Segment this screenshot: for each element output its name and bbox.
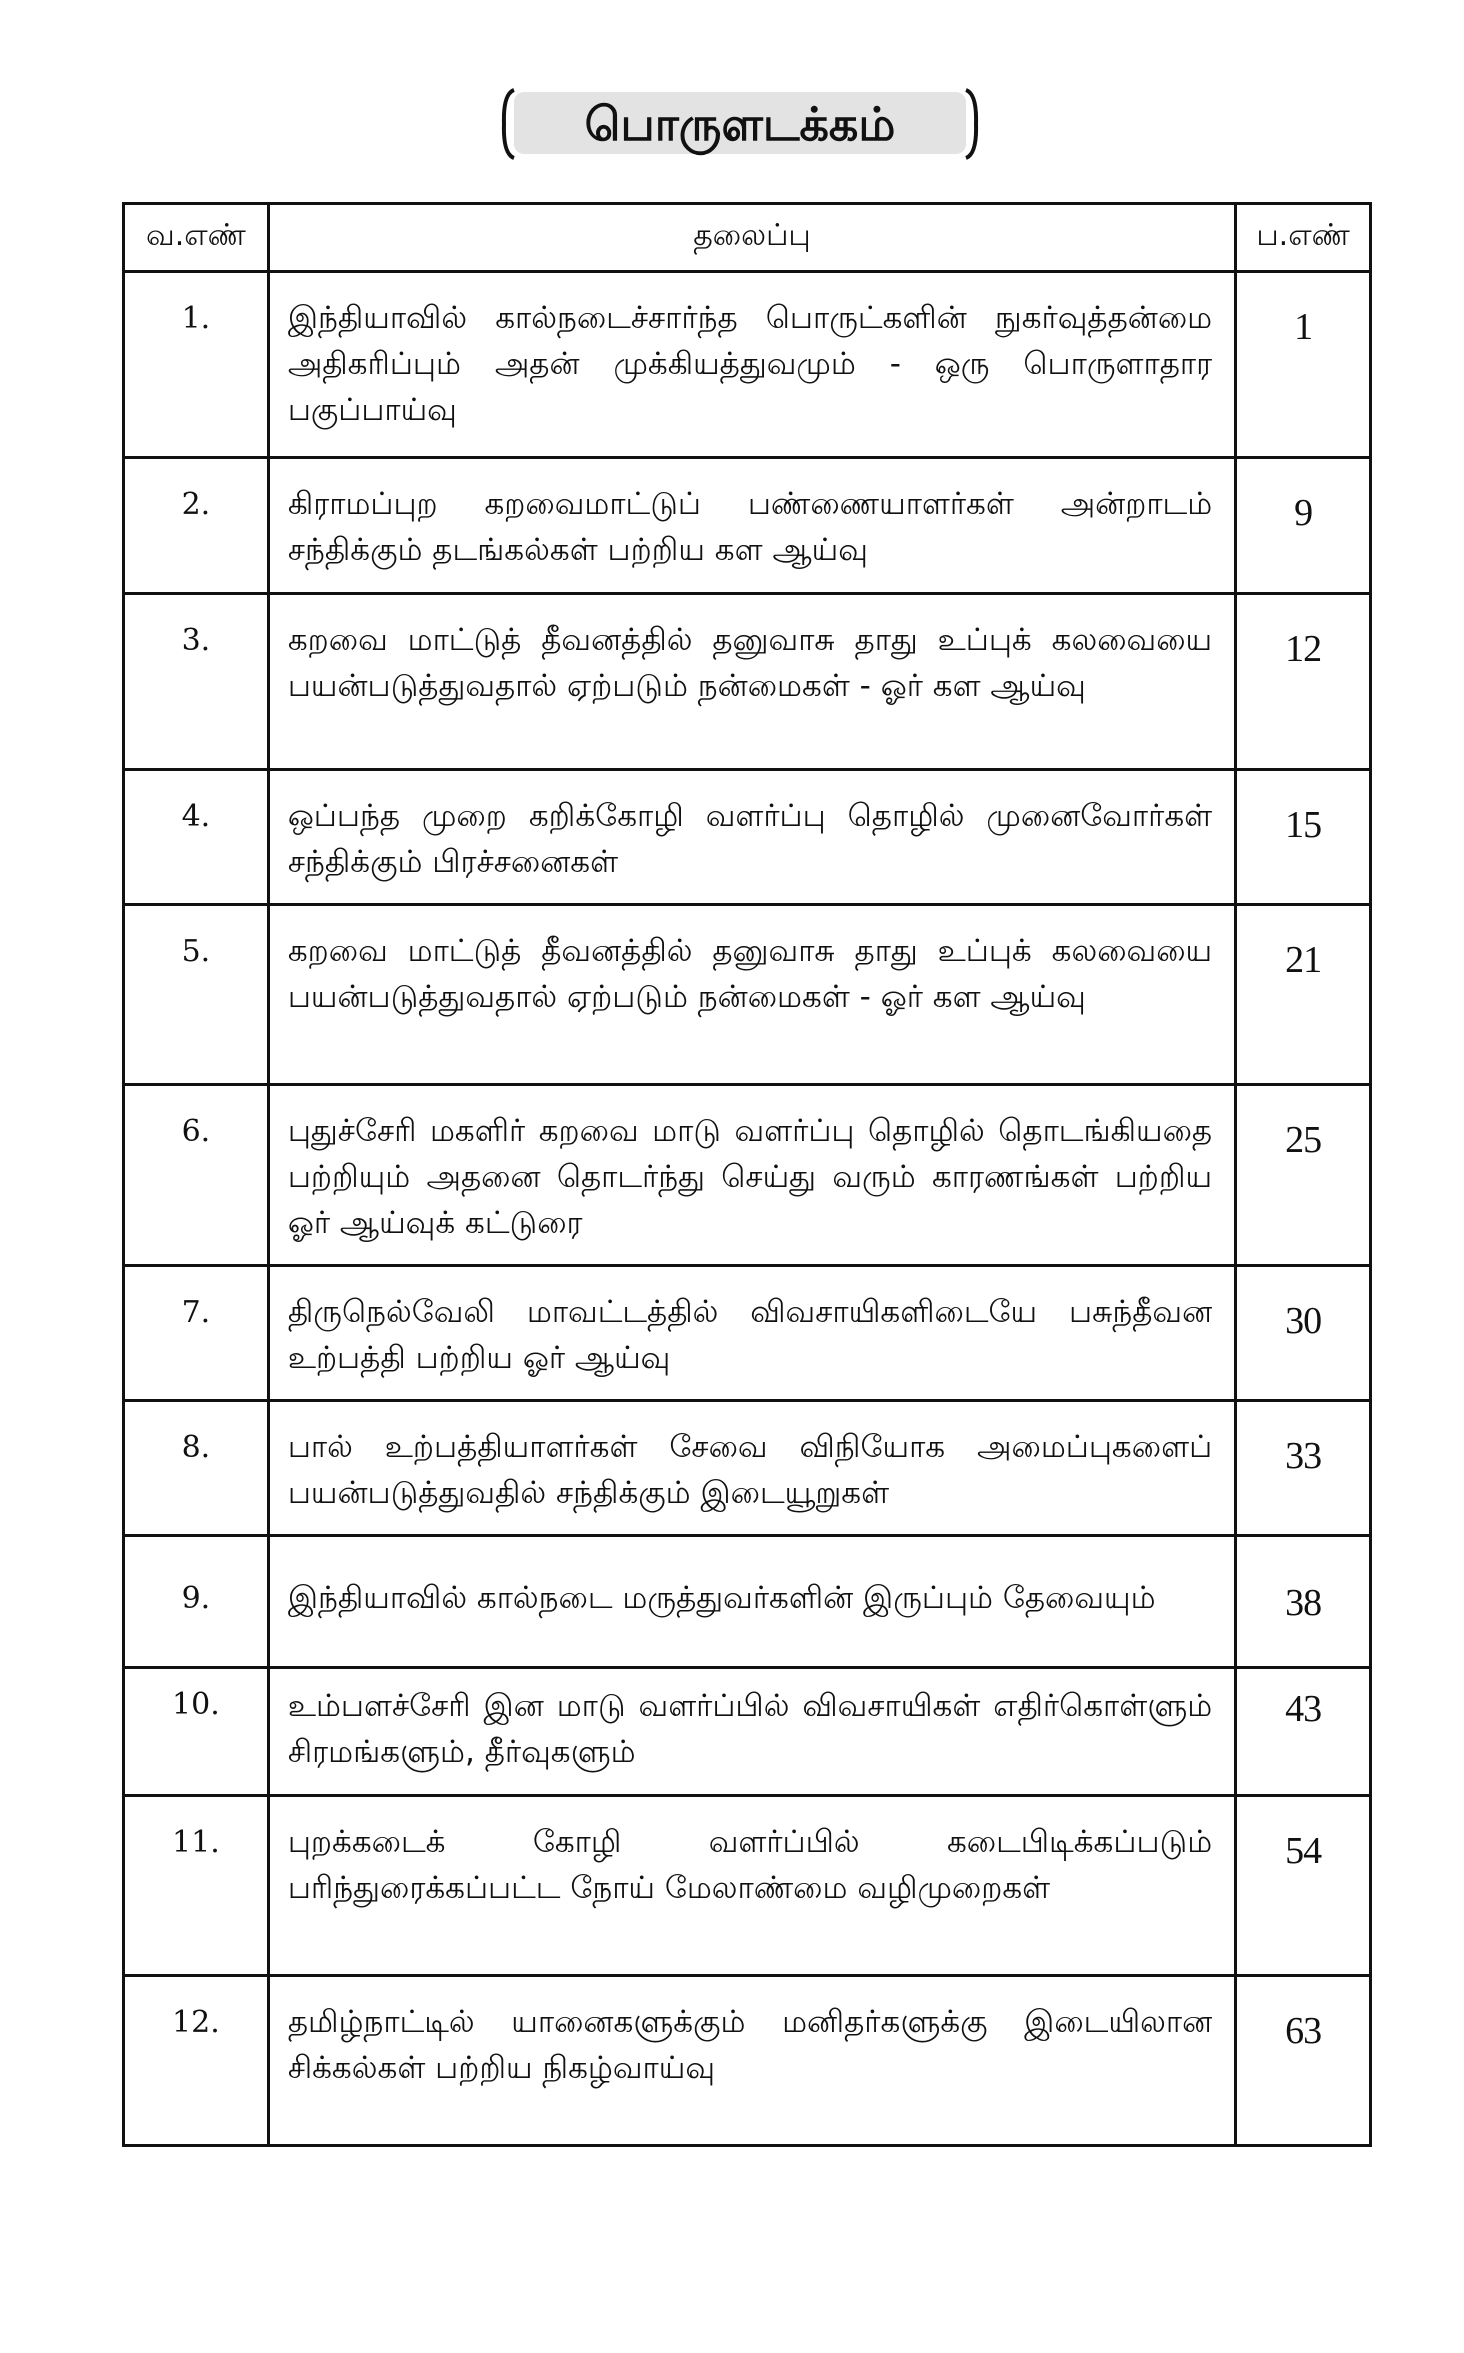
header-title: தலைப்பு (268, 204, 1235, 272)
row-title: இந்தியாவில் கால்நடை மருத்துவர்களின் இருப்பும் தேவையும் (268, 1536, 1235, 1668)
contents-table (122, 202, 1372, 2147)
row-title: தமிழ்நாட்டில் யானைகளுக்கும் மனிதர்களுக்கு இடையிலான சிக்கல்கள் பற்றிய நிகழ்வாய்வு (268, 1976, 1235, 2146)
table-row (124, 272, 1371, 458)
table-row (124, 1266, 1371, 1401)
row-title: புதுச்சேரி மகளிர் கறவை மாடு வளர்ப்பு தொழில் தொடங்கியதை பற்றியும் அதனை தொடர்ந்து செய்து வரும் காரணங்கள் பற்றிய ஓர் ஆய்வுக் கட்டுரை (268, 1085, 1235, 1266)
row-title: கறவை மாட்டுத் தீவனத்தில் தனுவாசு தாது உப்புக் கலவையை பயன்படுத்துவதால் ஏற்படும் நன்மைகள் - ஓர் கள ஆய்வு (268, 594, 1235, 770)
row-page-number: 1 (1236, 272, 1371, 458)
row-serial-number: 7. (124, 1266, 269, 1401)
table-row (124, 1085, 1371, 1266)
row-serial-number: 1. (124, 272, 269, 458)
row-page-number: 30 (1236, 1266, 1371, 1401)
table-row (124, 770, 1371, 905)
table-row (124, 1976, 1371, 2146)
table-row (124, 458, 1371, 594)
header-serial-number: வ.எண் (124, 204, 269, 272)
table-row (124, 1796, 1371, 1976)
table-row (124, 1668, 1371, 1796)
table-row (124, 594, 1371, 770)
row-page-number: 25 (1236, 1085, 1371, 1266)
row-page-number: 33 (1236, 1401, 1371, 1536)
header-page-number: ப.எண் (1236, 204, 1371, 272)
table-header-row (124, 204, 1371, 272)
row-title: ஒப்பந்த முறை கறிக்கோழி வளர்ப்பு தொழில் முனைவோர்கள் சந்திக்கும் பிரச்சனைகள் (268, 770, 1235, 905)
row-serial-number: 12. (124, 1976, 269, 2146)
row-page-number: 9 (1236, 458, 1371, 594)
row-title: கிராமப்புற கறவைமாட்டுப் பண்ணையாளர்கள் அன்றாடம் சந்திக்கும் தடங்கல்கள் பற்றிய கள ஆய்வு (268, 458, 1235, 594)
page-title: பொருளடக்கம் (584, 97, 896, 151)
row-title: கறவை மாட்டுத் தீவனத்தில் தனுவாசு தாது உப்புக் கலவையை பயன்படுத்துவதால் ஏற்படும் நன்மைகள் - ஓர் கள ஆய்வு (268, 905, 1235, 1085)
row-title: பால் உற்பத்தியாளர்கள் சேவை விநியோக அமைப்புகளைப் பயன்படுத்துவதில் சந்திக்கும் இடையூறுகள் (268, 1401, 1235, 1536)
table-row (124, 905, 1371, 1085)
row-serial-number: 3. (124, 594, 269, 770)
row-serial-number: 2. (124, 458, 269, 594)
row-page-number: 12 (1236, 594, 1371, 770)
table-row (124, 1401, 1371, 1536)
row-serial-number: 11. (124, 1796, 269, 1976)
row-title: இந்தியாவில் கால்நடைச்சார்ந்த பொருட்களின் நுகர்வுத்தன்மை அதிகரிப்பும் அதன் முக்கியத்துவமும் - ஒரு பொருளாதார பகுப்பாய்வு (268, 272, 1235, 458)
row-serial-number: 5. (124, 905, 269, 1085)
row-page-number: 21 (1236, 905, 1371, 1085)
page-title-banner (500, 88, 980, 160)
row-serial-number: 9. (124, 1536, 269, 1668)
row-page-number: 63 (1236, 1976, 1371, 2146)
row-serial-number: 4. (124, 770, 269, 905)
row-title: உம்பளச்சேரி இன மாடு வளர்ப்பில் விவசாயிகள் எதிர்கொள்ளும் சிரமங்களும், தீர்வுகளும் (268, 1668, 1235, 1796)
table-row (124, 1536, 1371, 1668)
right-bracket-ornament (964, 88, 980, 160)
row-serial-number: 10. (124, 1668, 269, 1796)
row-serial-number: 8. (124, 1401, 269, 1536)
row-page-number: 54 (1236, 1796, 1371, 1976)
row-serial-number: 6. (124, 1085, 269, 1266)
row-page-number: 38 (1236, 1536, 1371, 1668)
row-title: திருநெல்வேலி மாவட்டத்தில் விவசாயிகளிடையே பசுந்தீவன உற்பத்தி பற்றிய ஓர் ஆய்வு (268, 1266, 1235, 1401)
row-page-number: 43 (1236, 1668, 1371, 1796)
row-page-number: 15 (1236, 770, 1371, 905)
row-title: புறக்கடைக் கோழி வளர்ப்பில் கடைபிடிக்கப்படும் பரிந்துரைக்கப்பட்ட நோய் மேலாண்மை வழிமுறைகள் (268, 1796, 1235, 1976)
